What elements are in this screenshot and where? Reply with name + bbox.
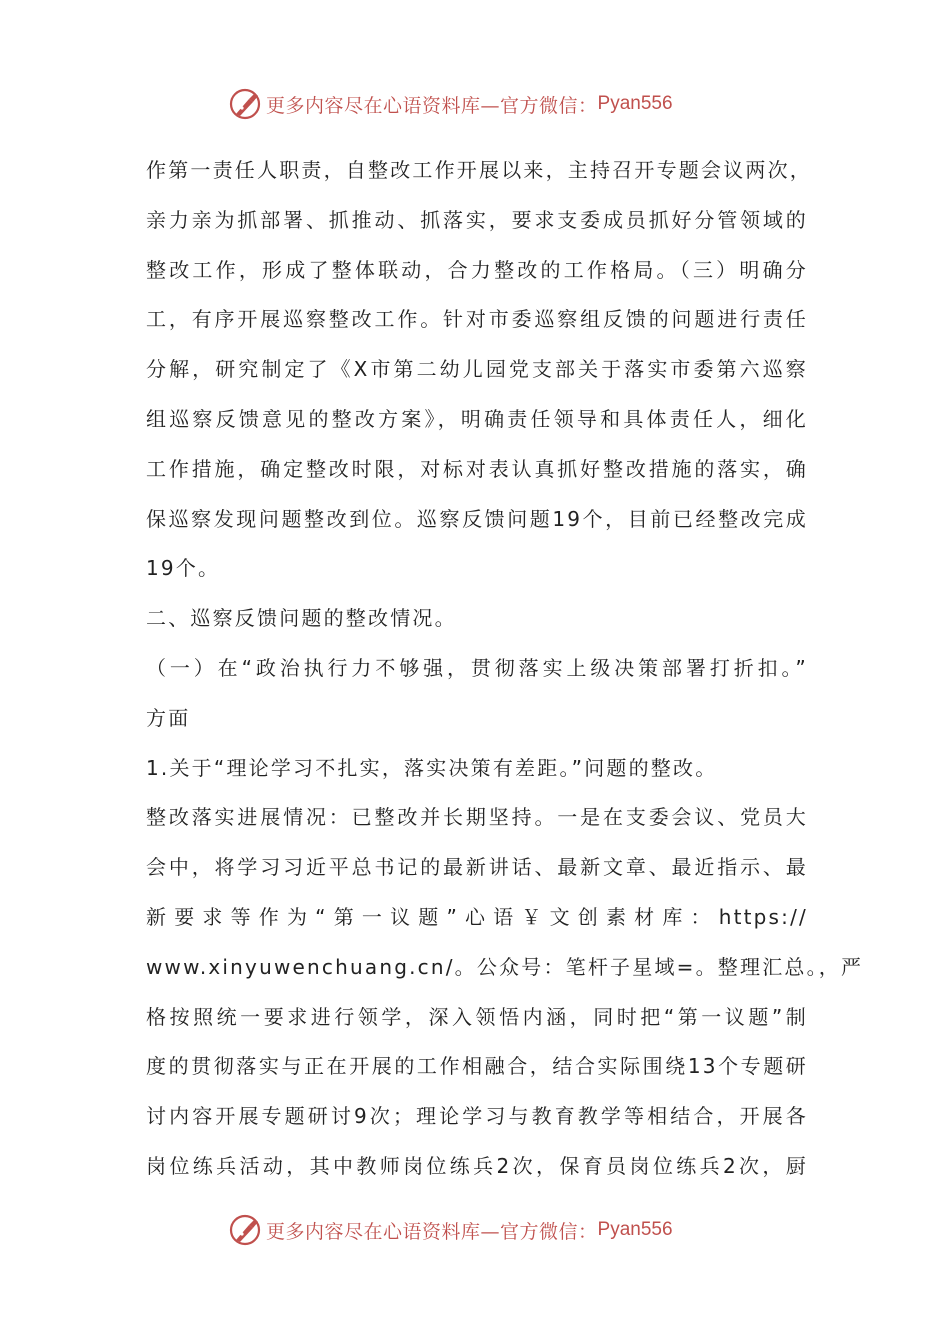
subsection-heading: （一）在“政治执行力不够强，贯彻落实上级决策部署打折扣。” [146, 655, 808, 680]
text-line: 整改落实进展情况：已整改并长期坚持。一是在支委会议、党员大 [146, 805, 808, 830]
pen-nib-circle-icon [228, 1213, 262, 1247]
text-line: 格按照统一要求进行领学，深入领悟内涵，同时把“第一议题”制 [146, 1004, 808, 1029]
text-line: 工作措施，确定整改时限，对标对表认真抓好整改措施的落实，确 [146, 456, 808, 481]
text-line: 整改工作，形成了整体联动，合力整改的工作格局。（三）明确分 [146, 257, 808, 282]
watermark-contact: Pyan556 [597, 93, 673, 114]
text-line: 度的贯彻落实与正在开展的工作相融合，结合实际围绕13个专题研 [146, 1054, 808, 1079]
watermark-contact: Pyan556 [597, 1219, 673, 1240]
watermark-text: 更多内容尽在心语资料库—官方微信： [266, 1220, 598, 1243]
text-line: 组巡察反馈意见的整改方案》，明确责任领导和具体责任人，细化 [146, 406, 808, 431]
header-watermark [228, 86, 673, 122]
text-line: 讨内容开展专题研讨9次；理论学习与教育教学等相结合，开展各 [146, 1104, 808, 1129]
text-line: 保巡察发现问题整改到位。巡察反馈问题19个，目前已经整改完成 [146, 506, 808, 531]
text-line: 岗位练兵活动，其中教师岗位练兵2次，保育员岗位练兵2次，厨 [146, 1153, 808, 1178]
subsection-heading-continued: 方面 [146, 705, 191, 730]
section-heading: 二、巡察反馈问题的整改情况。 [146, 606, 457, 631]
document-body [146, 146, 864, 1192]
pen-nib-circle-icon [228, 87, 262, 121]
text-line: 作第一责任人职责，自整改工作开展以来，主持召开专题会议两次， [146, 158, 812, 182]
text-line: 会中，将学习习近平总书记的最新讲话、最新文章、最近指示、最 [146, 855, 808, 880]
text-line: 工，有序开展巡察整改工作。针对市委巡察组反馈的问题进行责任 [146, 307, 808, 332]
text-line: 亲力亲为抓部署、抓推动、抓落实，要求支委成员抓好分管领域的 [146, 207, 808, 232]
text-line: 新要求等作为“第一议题”心语￥文创素材库：https:// [146, 904, 808, 929]
text-line: 分解，研究制定了《X市第二幼儿园党支部关于落实市委第六巡察 [146, 357, 808, 382]
watermark-text: 更多内容尽在心语资料库—官方微信： [266, 94, 598, 117]
text-line: 19个。 [146, 556, 221, 581]
item-heading: 1.关于“理论学习不扎实，落实决策有差距。”问题的整改。 [146, 755, 718, 780]
footer-watermark [228, 1212, 673, 1248]
text-line: www.xinyuwenchuang.cn/。公众号：笔杆子星域=。整理汇总。，严 [146, 954, 864, 979]
